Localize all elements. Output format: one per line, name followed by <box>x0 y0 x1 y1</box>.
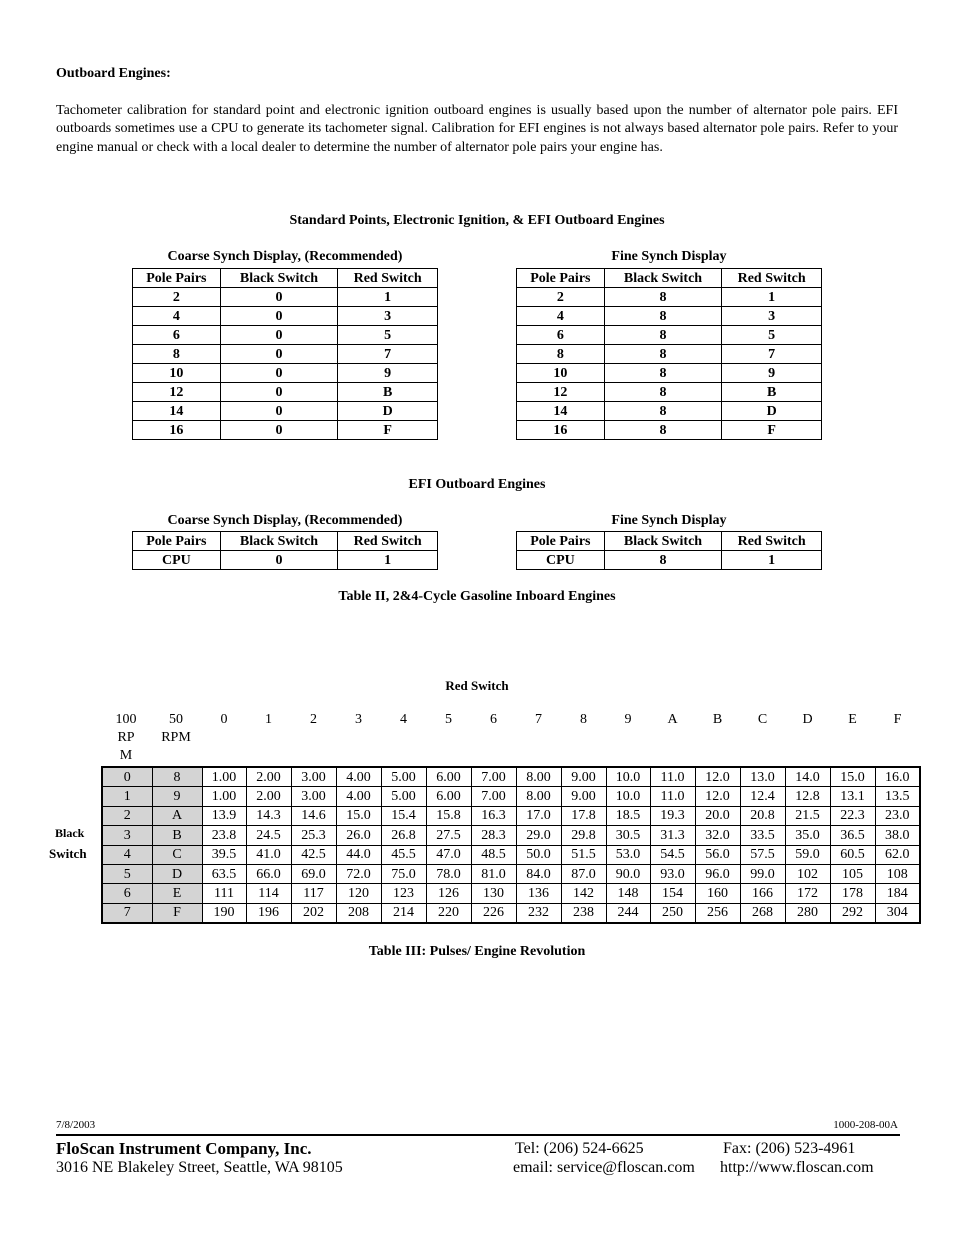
table-row <box>517 383 822 402</box>
pulse-value-cell: 148 <box>606 884 650 903</box>
pulse-value-cell: 23.8 <box>202 826 246 845</box>
red-switch-cell: B <box>722 383 822 402</box>
red-switch-col-header: D <box>802 712 813 727</box>
black-100rpm-cell: 3 <box>102 826 152 845</box>
pulse-value-cell: 54.5 <box>650 845 695 864</box>
red-switch-col-header: 5 <box>445 712 452 727</box>
col-black-switch: Black Switch <box>220 532 338 551</box>
red-switch-cell: 1 <box>722 551 822 570</box>
efi-fine-table <box>516 531 822 570</box>
table-row <box>133 402 438 421</box>
pulse-value-cell: 41.0 <box>246 845 291 864</box>
pulse-value-cell: 81.0 <box>471 864 516 883</box>
pulse-value-cell: 3.00 <box>291 767 336 787</box>
efi-coarse-table <box>132 531 438 570</box>
black-switch-cell: 0 <box>220 383 338 402</box>
black-50rpm-cell: 9 <box>152 787 202 806</box>
pole-pairs-cell: 2 <box>133 288 221 307</box>
pulse-value-cell: 39.5 <box>202 845 246 864</box>
red-switch-cell: 7 <box>722 345 822 364</box>
pulse-value-cell: 20.0 <box>695 806 740 825</box>
pulse-value-cell: 114 <box>246 884 291 903</box>
pulse-value-cell: 17.0 <box>516 806 561 825</box>
black-label: Black <box>55 826 85 840</box>
pulse-value-cell: 90.0 <box>606 864 650 883</box>
red-switch-cell: 9 <box>338 364 438 383</box>
pulse-value-cell: 4.00 <box>336 787 381 806</box>
pole-pairs-cell: 8 <box>133 345 221 364</box>
std-fine-caption: Fine Synch Display <box>611 249 727 264</box>
table2-caption: Table II, 2&4-Cycle Gasoline Inboard Engines <box>338 589 616 604</box>
pole-pairs-cell: 6 <box>133 326 221 345</box>
black-50rpm-cell: E <box>152 884 202 903</box>
table-row <box>102 826 920 845</box>
pulse-value-cell: 15.0 <box>336 806 381 825</box>
pulse-value-cell: 99.0 <box>740 864 785 883</box>
pulse-value-cell: 2.00 <box>246 787 291 806</box>
red-switch-cell: 5 <box>722 326 822 345</box>
pulse-value-cell: 72.0 <box>336 864 381 883</box>
pulse-value-cell: 196 <box>246 903 291 923</box>
pole-pairs-cell: 14 <box>133 402 221 421</box>
pole-pairs-cell: 6 <box>517 326 605 345</box>
pulse-value-cell: 120 <box>336 884 381 903</box>
black-50rpm-cell: F <box>152 903 202 923</box>
pulse-value-cell: 6.00 <box>426 787 471 806</box>
footer-doc-number: 1000-208-00A <box>833 1119 898 1131</box>
red-switch-cell: D <box>722 402 822 421</box>
pulse-value-cell: 23.0 <box>875 806 920 825</box>
pulse-value-cell: 44.0 <box>336 845 381 864</box>
pulse-value-cell: 208 <box>336 903 381 923</box>
pulse-value-cell: 19.3 <box>650 806 695 825</box>
col-black-switch: Black Switch <box>604 269 722 288</box>
pulse-value-cell: 11.0 <box>650 787 695 806</box>
table-row <box>517 345 822 364</box>
table-row <box>102 845 920 864</box>
pulse-value-cell: 123 <box>381 884 426 903</box>
black-switch-cell: 0 <box>220 421 338 440</box>
pulse-value-cell: 166 <box>740 884 785 903</box>
black-100rpm-cell: 2 <box>102 806 152 825</box>
pulse-value-cell: 17.8 <box>561 806 606 825</box>
pulse-value-cell: 117 <box>291 884 336 903</box>
pulse-value-cell: 11.0 <box>650 767 695 787</box>
black-switch-cell: 8 <box>604 402 722 421</box>
pulse-value-cell: 10.0 <box>606 767 650 787</box>
pulse-value-cell: 16.3 <box>471 806 516 825</box>
pulse-value-cell: 1.00 <box>202 787 246 806</box>
col-black-switch: Black Switch <box>604 532 722 551</box>
black-50rpm-cell: B <box>152 826 202 845</box>
pulse-value-cell: 26.0 <box>336 826 381 845</box>
pulse-value-cell: 9.00 <box>561 787 606 806</box>
pulse-value-cell: 60.5 <box>830 845 875 864</box>
red-switch-cell: F <box>722 421 822 440</box>
table3-caption: Table III: Pulses/ Engine Revolution <box>368 944 586 959</box>
pulse-value-cell: 87.0 <box>561 864 606 883</box>
black-100rpm-cell: 1 <box>102 787 152 806</box>
pulse-value-cell: 102 <box>785 864 830 883</box>
red-switch-col-header: B <box>712 712 723 727</box>
footer-website[interactable]: http://www.floscan.com <box>720 1159 874 1176</box>
pole-pairs-cell: 4 <box>133 307 221 326</box>
footer-divider <box>56 1134 900 1136</box>
pulse-value-cell: 51.5 <box>561 845 606 864</box>
table-row <box>517 402 822 421</box>
pulse-value-cell: 8.00 <box>516 767 561 787</box>
table-row <box>102 884 920 903</box>
black-100rpm-cell: 4 <box>102 845 152 864</box>
pulse-value-cell: 250 <box>650 903 695 923</box>
pulse-value-cell: 172 <box>785 884 830 903</box>
pulse-value-cell: 29.0 <box>516 826 561 845</box>
pulse-value-cell: 108 <box>875 864 920 883</box>
footer-address: 3016 NE Blakeley Street, Seattle, WA 98105 <box>56 1159 343 1176</box>
pulse-value-cell: 30.5 <box>606 826 650 845</box>
rpm50-header <box>151 711 201 747</box>
pulse-value-cell: 27.5 <box>426 826 471 845</box>
pulse-value-cell: 25.3 <box>291 826 336 845</box>
pulse-value-cell: 93.0 <box>650 864 695 883</box>
pulse-value-cell: 20.8 <box>740 806 785 825</box>
pulse-value-cell: 26.8 <box>381 826 426 845</box>
pulse-value-cell: 35.0 <box>785 826 830 845</box>
black-switch-cell: 8 <box>604 364 722 383</box>
pulse-value-cell: 16.0 <box>875 767 920 787</box>
pulse-value-cell: 42.5 <box>291 845 336 864</box>
table-row <box>517 307 822 326</box>
pulses-table <box>101 766 921 924</box>
pulse-value-cell: 84.0 <box>516 864 561 883</box>
table-row <box>133 307 438 326</box>
table-row <box>517 551 822 570</box>
col-pole-pairs: Pole Pairs <box>133 269 221 288</box>
table-row <box>133 383 438 402</box>
efi-coarse-caption: Coarse Synch Display, (Recommended) <box>167 513 403 528</box>
black-switch-cell: 0 <box>220 551 338 570</box>
black-switch-cell: 8 <box>604 551 722 570</box>
black-50rpm-cell: C <box>152 845 202 864</box>
pulse-value-cell: 24.5 <box>246 826 291 845</box>
black-switch-cell: 0 <box>220 288 338 307</box>
pulse-value-cell: 280 <box>785 903 830 923</box>
pulse-value-cell: 12.8 <box>785 787 830 806</box>
pulse-value-cell: 22.3 <box>830 806 875 825</box>
pole-pairs-cell: 16 <box>517 421 605 440</box>
black-100rpm-cell: 0 <box>102 767 152 787</box>
col-pole-pairs: Pole Pairs <box>517 532 605 551</box>
pulse-value-cell: 96.0 <box>695 864 740 883</box>
pole-pairs-cell: CPU <box>517 551 605 570</box>
pole-pairs-cell: 16 <box>133 421 221 440</box>
pulse-value-cell: 12.0 <box>695 767 740 787</box>
pulse-value-cell: 12.0 <box>695 787 740 806</box>
pulse-value-cell: 244 <box>606 903 650 923</box>
table-row <box>517 421 822 440</box>
red-switch-col-header: 0 <box>220 712 228 727</box>
red-switch-cell: 5 <box>338 326 438 345</box>
footer-company: FloScan Instrument Company, Inc. <box>56 1139 312 1158</box>
pulse-value-cell: 62.0 <box>875 845 920 864</box>
pulse-value-cell: 238 <box>561 903 606 923</box>
red-switch-col-header: 9 <box>624 712 632 727</box>
red-switch-cell: D <box>338 402 438 421</box>
pulse-value-cell: 13.5 <box>875 787 920 806</box>
pulse-value-cell: 15.0 <box>830 767 875 787</box>
red-switch-col-header: 6 <box>490 712 497 727</box>
red-switch-cell: 9 <box>722 364 822 383</box>
std-coarse-caption: Coarse Synch Display, (Recommended) <box>167 249 403 264</box>
pulse-value-cell: 4.00 <box>336 767 381 787</box>
std-fine-table <box>516 268 822 440</box>
pulse-value-cell: 160 <box>695 884 740 903</box>
pulse-value-cell: 232 <box>516 903 561 923</box>
std-coarse-table <box>132 268 438 440</box>
pulse-value-cell: 59.0 <box>785 845 830 864</box>
red-switch-col-header: 7 <box>535 712 542 727</box>
pulse-value-cell: 29.8 <box>561 826 606 845</box>
rpm50-line-1: 50 <box>169 712 183 727</box>
red-switch-cell: F <box>338 421 438 440</box>
pulse-value-cell: 202 <box>291 903 336 923</box>
pole-pairs-cell: 2 <box>517 288 605 307</box>
pulse-value-cell: 10.0 <box>606 787 650 806</box>
red-switch-col-header: C <box>757 712 768 727</box>
pulse-value-cell: 214 <box>381 903 426 923</box>
pulse-value-cell: 2.00 <box>246 767 291 787</box>
pulse-value-cell: 38.0 <box>875 826 920 845</box>
col-red-switch: Red Switch <box>722 532 822 551</box>
efi-fine-caption: Fine Synch Display <box>611 513 727 528</box>
pulse-value-cell: 14.0 <box>785 767 830 787</box>
pulse-value-cell: 154 <box>650 884 695 903</box>
pulse-value-cell: 75.0 <box>381 864 426 883</box>
col-red-switch: Red Switch <box>338 532 438 551</box>
rpm100-line-1: 100 <box>115 712 137 727</box>
col-red-switch: Red Switch <box>338 269 438 288</box>
pole-pairs-cell: 8 <box>517 345 605 364</box>
red-switch-col-header: 4 <box>400 712 407 727</box>
red-switch-label: Red Switch <box>445 678 509 693</box>
pulse-value-cell: 14.6 <box>291 806 336 825</box>
rpm100-header <box>101 711 151 765</box>
pulse-value-cell: 32.0 <box>695 826 740 845</box>
table-row <box>517 288 822 307</box>
red-switch-col-header: 3 <box>355 712 362 727</box>
intro-paragraph: Tachometer calibration for standard point and electronic ignition outboard engines is usually based upon the number of alternator pole pairs. EFI outboards sometimes use a CPU to generate its tachometer signal. Calibration for EFI engines is not always based alternator pole pairs. Refer to your engine manual or check with a local dealer to determine the number of alternator pole pairs your engine has. <box>56 103 898 155</box>
pulse-value-cell: 36.5 <box>830 826 875 845</box>
red-switch-cell: 1 <box>722 288 822 307</box>
red-switch-cell: 3 <box>722 307 822 326</box>
black-switch-cell: 8 <box>604 307 722 326</box>
pulse-value-cell: 184 <box>875 884 920 903</box>
black-100rpm-cell: 6 <box>102 884 152 903</box>
red-switch-col-header: 8 <box>580 712 587 727</box>
table-row <box>102 767 920 787</box>
pulse-value-cell: 13.1 <box>830 787 875 806</box>
pulse-value-cell: 53.0 <box>606 845 650 864</box>
black-switch-cell: 0 <box>220 345 338 364</box>
table-row <box>102 903 920 923</box>
black-switch-cell: 8 <box>604 421 722 440</box>
pulse-value-cell: 66.0 <box>246 864 291 883</box>
footer-tel: Tel: (206) 524-6625 <box>515 1140 644 1157</box>
pulse-value-cell: 15.8 <box>426 806 471 825</box>
red-switch-cell: 1 <box>338 551 438 570</box>
section-title: Outboard Engines: <box>56 66 171 81</box>
pulse-value-cell: 111 <box>202 884 246 903</box>
black-switch-cell: 8 <box>604 288 722 307</box>
pulse-value-cell: 142 <box>561 884 606 903</box>
pulse-value-cell: 31.3 <box>650 826 695 845</box>
pulse-value-cell: 126 <box>426 884 471 903</box>
table-row <box>517 326 822 345</box>
pulse-value-cell: 190 <box>202 903 246 923</box>
pole-pairs-cell: 4 <box>517 307 605 326</box>
pulse-value-cell: 57.5 <box>740 845 785 864</box>
pulse-value-cell: 5.00 <box>381 787 426 806</box>
footer-fax: Fax: (206) 523-4961 <box>723 1140 856 1157</box>
pulse-value-cell: 33.5 <box>740 826 785 845</box>
red-switch-cell: 3 <box>338 307 438 326</box>
pulse-value-cell: 8.00 <box>516 787 561 806</box>
pulse-value-cell: 50.0 <box>516 845 561 864</box>
black-switch-cell: 8 <box>604 345 722 364</box>
black-switch-cell: 0 <box>220 326 338 345</box>
pulse-value-cell: 78.0 <box>426 864 471 883</box>
table-row <box>102 787 920 806</box>
pulse-value-cell: 48.5 <box>471 845 516 864</box>
pulse-value-cell: 56.0 <box>695 845 740 864</box>
black-switch-cell: 0 <box>220 307 338 326</box>
table-row <box>133 364 438 383</box>
pulse-value-cell: 28.3 <box>471 826 516 845</box>
pole-pairs-cell: 10 <box>133 364 221 383</box>
black-100rpm-cell: 5 <box>102 864 152 883</box>
table-row <box>133 345 438 364</box>
red-switch-col-header: 2 <box>310 712 317 727</box>
pulse-value-cell: 63.5 <box>202 864 246 883</box>
pulse-value-cell: 45.5 <box>381 845 426 864</box>
table-row <box>133 326 438 345</box>
table-row <box>102 806 920 825</box>
table-row <box>102 864 920 883</box>
black-switch-cell: 0 <box>220 364 338 383</box>
pole-pairs-cell: 14 <box>517 402 605 421</box>
pulse-value-cell: 12.4 <box>740 787 785 806</box>
col-red-switch: Red Switch <box>722 269 822 288</box>
red-switch-cell: 7 <box>338 345 438 364</box>
black-50rpm-cell: A <box>152 806 202 825</box>
rpm100-line-2: RP <box>117 730 135 745</box>
pulse-value-cell: 226 <box>471 903 516 923</box>
pulse-value-cell: 7.00 <box>471 787 516 806</box>
pulse-value-cell: 105 <box>830 864 875 883</box>
pulse-value-cell: 13.0 <box>740 767 785 787</box>
red-switch-cell: B <box>338 383 438 402</box>
pulse-value-cell: 7.00 <box>471 767 516 787</box>
pulse-value-cell: 292 <box>830 903 875 923</box>
pulse-value-cell: 136 <box>516 884 561 903</box>
col-pole-pairs: Pole Pairs <box>133 532 221 551</box>
pole-pairs-cell: 10 <box>517 364 605 383</box>
std-outboard-title: Standard Points, Electronic Ignition, & EFI Outboard Engines <box>289 213 665 228</box>
pulse-value-cell: 14.3 <box>246 806 291 825</box>
black-100rpm-cell: 7 <box>102 903 152 923</box>
black-switch-cell: 8 <box>604 326 722 345</box>
rpm100-line-3: M <box>119 748 133 763</box>
pole-pairs-cell: CPU <box>133 551 221 570</box>
red-switch-col-header: E <box>848 712 857 727</box>
efi-outboard-title: EFI Outboard Engines <box>408 477 546 492</box>
table-row <box>133 421 438 440</box>
red-switch-col-header: 1 <box>265 712 272 727</box>
black-switch-cell: 0 <box>220 402 338 421</box>
col-pole-pairs: Pole Pairs <box>517 269 605 288</box>
pole-pairs-cell: 12 <box>517 383 605 402</box>
col-black-switch: Black Switch <box>220 269 338 288</box>
pulse-value-cell: 256 <box>695 903 740 923</box>
pulse-value-cell: 69.0 <box>291 864 336 883</box>
pulse-value-cell: 178 <box>830 884 875 903</box>
pulse-value-cell: 21.5 <box>785 806 830 825</box>
pulse-value-cell: 18.5 <box>606 806 650 825</box>
red-switch-col-header: A <box>667 712 678 727</box>
footer-email[interactable]: email: service@floscan.com <box>513 1159 695 1176</box>
red-switch-col-header: F <box>893 712 902 727</box>
pulse-value-cell: 130 <box>471 884 516 903</box>
pole-pairs-cell: 12 <box>133 383 221 402</box>
switch-label: Switch <box>49 846 87 861</box>
pulse-value-cell: 6.00 <box>426 767 471 787</box>
table-row <box>133 288 438 307</box>
pulse-value-cell: 47.0 <box>426 845 471 864</box>
pulse-value-cell: 9.00 <box>561 767 606 787</box>
footer-date: 7/8/2003 <box>56 1119 96 1131</box>
pulse-value-cell: 5.00 <box>381 767 426 787</box>
black-switch-cell: 8 <box>604 383 722 402</box>
table-row <box>133 551 438 570</box>
pulse-value-cell: 304 <box>875 903 920 923</box>
pulse-value-cell: 13.9 <box>202 806 246 825</box>
black-50rpm-cell: D <box>152 864 202 883</box>
pulse-value-cell: 1.00 <box>202 767 246 787</box>
pulse-value-cell: 268 <box>740 903 785 923</box>
red-switch-cell: 1 <box>338 288 438 307</box>
pulse-value-cell: 3.00 <box>291 787 336 806</box>
table-row <box>517 364 822 383</box>
pulse-value-cell: 15.4 <box>381 806 426 825</box>
black-50rpm-cell: 8 <box>152 767 202 787</box>
rpm50-line-2: RPM <box>161 730 191 745</box>
pulse-value-cell: 220 <box>426 903 471 923</box>
